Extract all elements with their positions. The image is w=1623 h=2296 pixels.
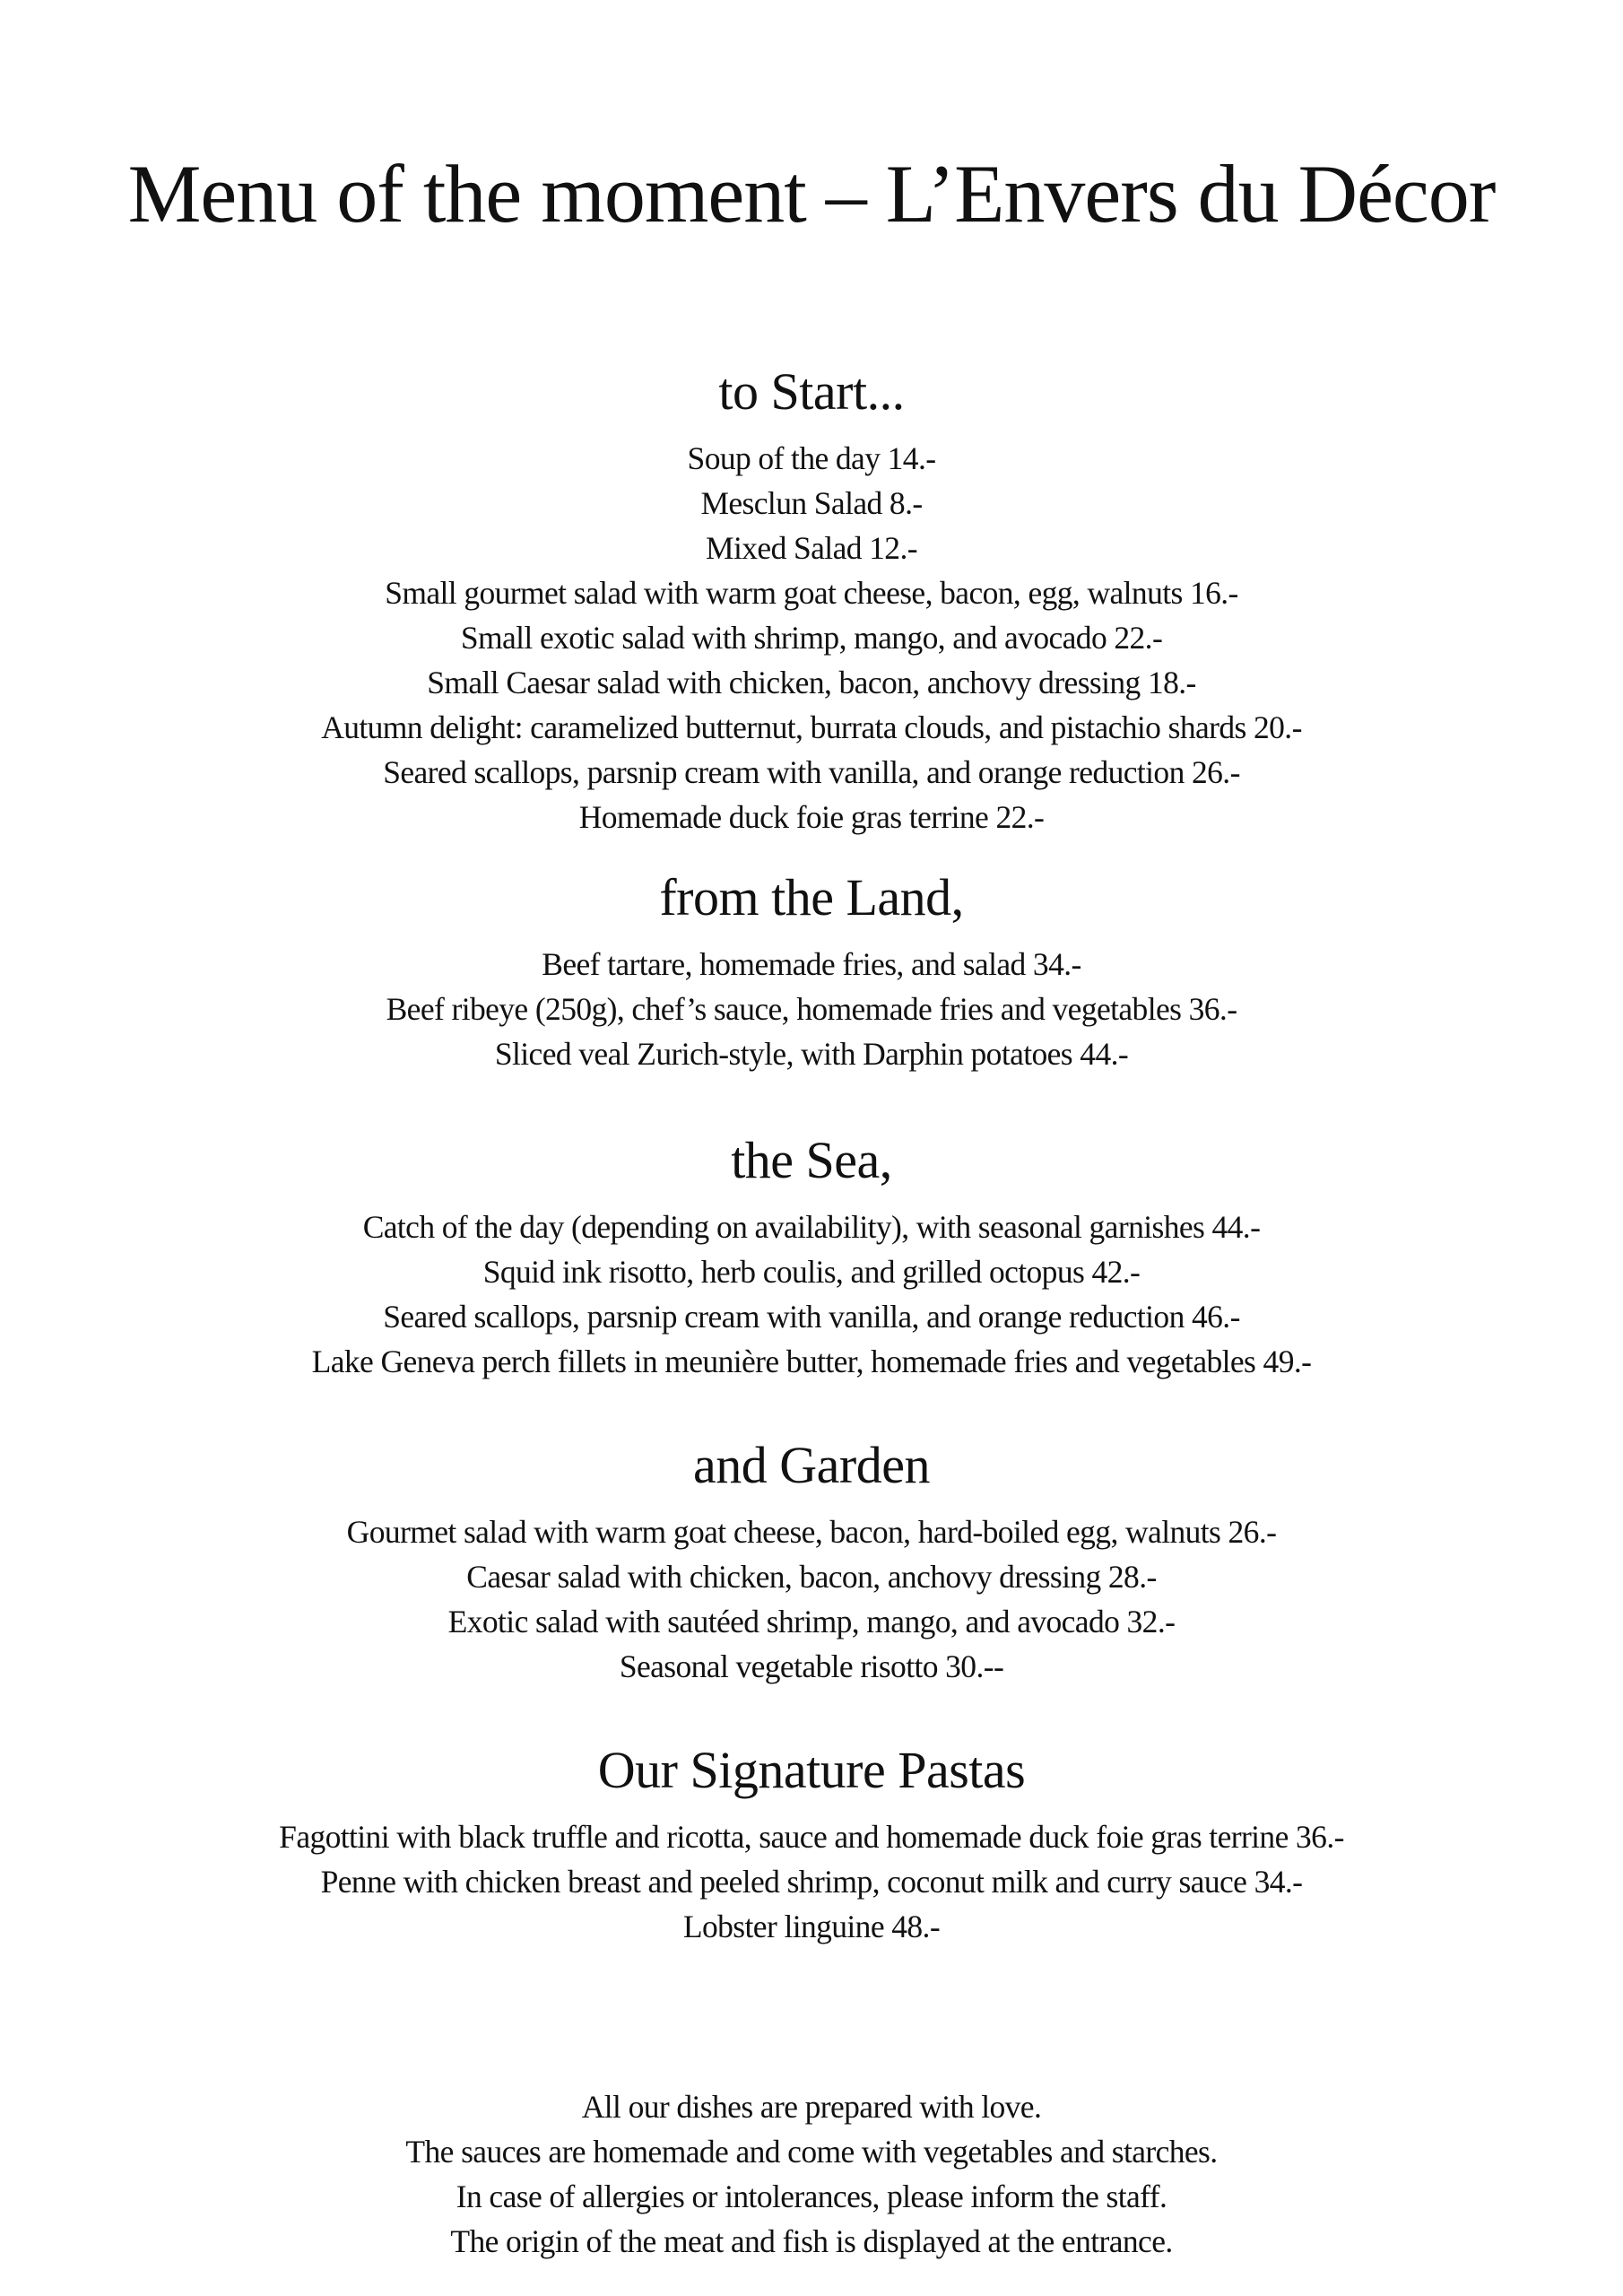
menu-item: Seared scallops, parsnip cream with vanilla, and orange reduction 46.- bbox=[383, 1299, 1240, 1335]
menu-item: Beef ribeye (250g), chef’s sauce, homemade fries and vegetables 36.- bbox=[386, 991, 1237, 1027]
footer-note: The origin of the meat and fish is displayed at the entrance. bbox=[450, 2223, 1173, 2259]
menu-item: Squid ink risotto, herb coulis, and grilled octopus 42.- bbox=[482, 1254, 1141, 1290]
menu-item: Mixed Salad 12.- bbox=[706, 530, 917, 566]
menu-item: Homemade duck foie gras terrine 22.- bbox=[578, 799, 1045, 835]
item-list bbox=[0, 942, 1623, 1076]
menu-item: Caesar salad with chicken, bacon, anchovy dressing 28.- bbox=[466, 1559, 1157, 1595]
section-heading: the Sea, bbox=[731, 1131, 892, 1189]
menu-item: Autumn delight: caramelized butternut, burrata clouds, and pistachio shards 20.- bbox=[321, 709, 1302, 745]
menu-item: Small exotic salad with shrimp, mango, and avocado 22.- bbox=[460, 620, 1163, 656]
item-list bbox=[0, 1509, 1623, 1689]
menu-item: Soup of the day 14.- bbox=[687, 440, 936, 476]
footer-note: In case of allergies or intolerances, please inform the staff. bbox=[456, 2179, 1167, 2214]
footer-note: All our dishes are prepared with love. bbox=[581, 2089, 1042, 2125]
item-list bbox=[0, 436, 1623, 839]
menu-item: Small gourmet salad with warm goat cheese, bacon, egg, walnuts 16.- bbox=[385, 575, 1238, 611]
section-heading: from the Land, bbox=[659, 868, 964, 926]
menu-item: Gourmet salad with warm goat cheese, bacon, hard-boiled egg, walnuts 26.- bbox=[346, 1514, 1277, 1550]
menu-item: Penne with chicken breast and peeled shrimp, coconut milk and curry sauce 34.- bbox=[320, 1864, 1303, 1900]
footer-note: The sauces are homemade and come with vegetables and starches. bbox=[405, 2134, 1218, 2170]
section-from-the-land bbox=[0, 868, 1623, 1076]
section-signature-pastas bbox=[0, 1741, 1623, 1949]
footer-notes bbox=[0, 2084, 1623, 2264]
item-list bbox=[0, 1205, 1623, 1384]
section-heading: to Start... bbox=[718, 362, 905, 421]
menu-item: Lobster linguine 48.- bbox=[682, 1909, 941, 1944]
menu-item: Seared scallops, parsnip cream with vanilla, and orange reduction 26.- bbox=[383, 754, 1240, 790]
section-and-garden bbox=[0, 1436, 1623, 1689]
menu-item: Mesclun Salad 8.- bbox=[700, 485, 923, 521]
menu-item: Exotic salad with sautéed shrimp, mango, and avocado 32.- bbox=[447, 1604, 1176, 1639]
menu-item: Lake Geneva perch fillets in meunière butter, homemade fries and vegetables 49.- bbox=[311, 1344, 1312, 1379]
menu-item: Catch of the day (depending on availability), with seasonal garnishes 44.- bbox=[362, 1209, 1261, 1245]
menu-item: Small Caesar salad with chicken, bacon, anchovy dressing 18.- bbox=[427, 665, 1196, 700]
page-title: Menu of the moment – L’Envers du Décor bbox=[127, 148, 1496, 239]
menu-item: Fagottini with black truffle and ricotta, sauce and homemade duck foie gras terrine 36.- bbox=[279, 1819, 1344, 1855]
menu-item: Sliced veal Zurich-style, with Darphin potatoes 44.- bbox=[494, 1036, 1129, 1072]
section-heading: Our Signature Pastas bbox=[597, 1741, 1026, 1799]
menu-item: Seasonal vegetable risotto 30.-- bbox=[619, 1648, 1004, 1684]
item-list bbox=[0, 1814, 1623, 1949]
section-to-start bbox=[0, 362, 1623, 839]
section-heading: and Garden bbox=[693, 1436, 930, 1494]
menu-item: Beef tartare, homemade fries, and salad 34.- bbox=[542, 946, 1081, 982]
section-the-sea bbox=[0, 1131, 1623, 1384]
